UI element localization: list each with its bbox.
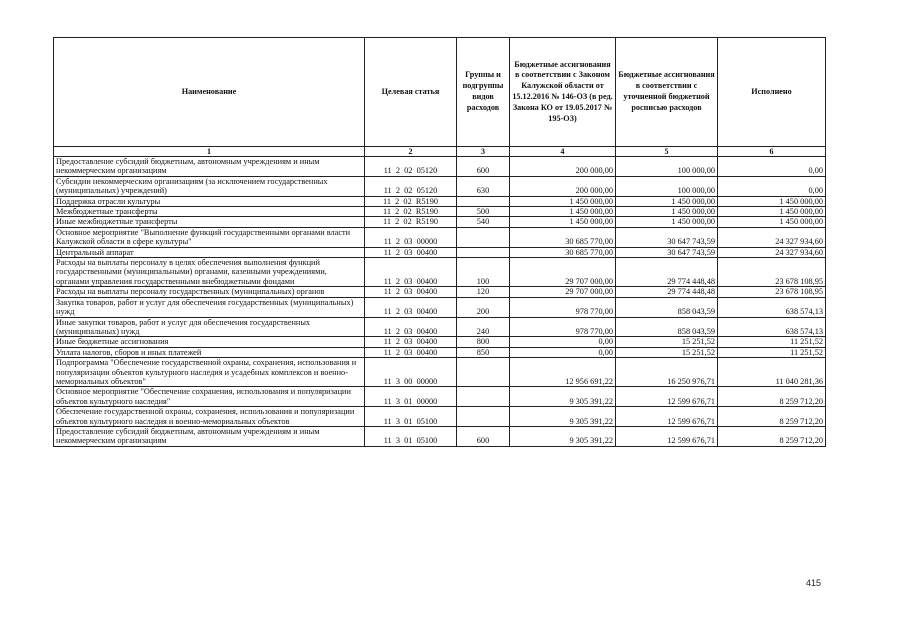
row-executed: 11 251,52 xyxy=(718,337,826,347)
budget-table xyxy=(53,37,826,447)
row-budget-law: 29 707 000,00 xyxy=(510,287,616,297)
header-expense-groups: Группы и подгруппы видов расходов xyxy=(457,38,510,147)
table-row xyxy=(54,297,826,317)
row-name: Центральный аппарат xyxy=(54,247,365,257)
row-name: Основное мероприятие "Выполнение функций государственными органами власти Калужской области в сфере культуры" xyxy=(54,227,365,247)
row-target-article: 11 2 03 00000 xyxy=(365,227,457,247)
table-row xyxy=(54,196,826,206)
column-number-row xyxy=(54,147,826,157)
column-number: 2 xyxy=(365,147,457,157)
row-name: Предоставление субсидий бюджетным, автономным учреждениям и иным некоммерческим организациям xyxy=(54,157,365,177)
header-budget-refined: Бюджетные ассигнования в соответствии с уточненной бюджетной росписью расходов xyxy=(616,38,718,147)
row-executed: 8 259 712,20 xyxy=(718,407,826,427)
row-executed: 24 327 934,60 xyxy=(718,247,826,257)
table-row xyxy=(54,157,826,177)
header-executed: Исполнено xyxy=(718,38,826,147)
row-executed: 1 450 000,00 xyxy=(718,196,826,206)
row-executed: 0,00 xyxy=(718,176,826,196)
row-budget-refined: 29 774 448,48 xyxy=(616,258,718,287)
row-budget-refined: 12 599 676,71 xyxy=(616,426,718,446)
row-target-article: 11 2 03 00400 xyxy=(365,347,457,357)
row-target-article: 11 2 03 00400 xyxy=(365,337,457,347)
row-name: Уплата налогов, сборов и иных платежей xyxy=(54,347,365,357)
table-row xyxy=(54,337,826,347)
row-expense-group xyxy=(457,227,510,247)
header-row xyxy=(54,38,826,147)
column-number: 4 xyxy=(510,147,616,157)
row-expense-group: 800 xyxy=(457,337,510,347)
table-row xyxy=(54,358,826,387)
table-row xyxy=(54,387,826,407)
row-budget-refined: 1 450 000,00 xyxy=(616,196,718,206)
table-row xyxy=(54,258,826,287)
row-expense-group xyxy=(457,196,510,206)
row-budget-refined: 30 647 743,59 xyxy=(616,247,718,257)
row-expense-group: 600 xyxy=(457,426,510,446)
row-budget-law: 1 450 000,00 xyxy=(510,207,616,217)
row-target-article: 11 3 00 00000 xyxy=(365,358,457,387)
table-row xyxy=(54,407,826,427)
column-number: 3 xyxy=(457,147,510,157)
row-budget-law: 30 685 770,00 xyxy=(510,227,616,247)
row-expense-group: 100 xyxy=(457,258,510,287)
row-budget-refined: 30 647 743,59 xyxy=(616,227,718,247)
row-executed: 638 574,13 xyxy=(718,297,826,317)
row-budget-law: 9 305 391,22 xyxy=(510,407,616,427)
row-budget-refined: 15 251,52 xyxy=(616,347,718,357)
table-row xyxy=(54,287,826,297)
table-row xyxy=(54,426,826,446)
row-target-article: 11 3 01 05100 xyxy=(365,426,457,446)
row-budget-law: 9 305 391,22 xyxy=(510,426,616,446)
row-expense-group: 240 xyxy=(457,317,510,337)
row-target-article: 11 2 02 05120 xyxy=(365,176,457,196)
row-name: Субсидии некоммерческим организациям (за исключением государственных (муниципальных) учреждений) xyxy=(54,176,365,196)
row-expense-group xyxy=(457,407,510,427)
row-executed: 11 040 281,36 xyxy=(718,358,826,387)
row-name: Межбюджетные трансферты xyxy=(54,207,365,217)
row-target-article: 11 2 02 R5190 xyxy=(365,217,457,227)
row-budget-law: 30 685 770,00 xyxy=(510,247,616,257)
row-budget-law: 29 707 000,00 xyxy=(510,258,616,287)
table-row xyxy=(54,247,826,257)
row-budget-refined: 100 000,00 xyxy=(616,157,718,177)
header-budget-law: Бюджетные ассигнования в соответствии с Законом Калужской области от 15.12.2016 № 146-ОЗ (в ред. Закона КО от 19.05.2017 № 195-ОЗ) xyxy=(510,38,616,147)
row-executed: 0,00 xyxy=(718,157,826,177)
row-budget-law: 9 305 391,22 xyxy=(510,387,616,407)
row-name: Предоставление субсидий бюджетным, автономным учреждениям и иным некоммерческим организациям xyxy=(54,426,365,446)
row-target-article: 11 2 02 05120 xyxy=(365,157,457,177)
row-budget-refined: 29 774 448,48 xyxy=(616,287,718,297)
row-executed: 24 327 934,60 xyxy=(718,227,826,247)
row-target-article: 11 2 03 00400 xyxy=(365,247,457,257)
row-target-article: 11 2 02 R5190 xyxy=(365,196,457,206)
header-target-article: Целевая статья xyxy=(365,38,457,147)
row-name: Иные закупки товаров, работ и услуг для обеспечения государственных (муниципальных) нужд xyxy=(54,317,365,337)
row-executed: 23 678 108,95 xyxy=(718,287,826,297)
row-executed: 638 574,13 xyxy=(718,317,826,337)
header-name: Наименование xyxy=(54,38,365,147)
row-executed: 8 259 712,20 xyxy=(718,387,826,407)
row-name: Основное мероприятие "Обеспечение сохранения, использования и популяризации объектов культурного наследия" xyxy=(54,387,365,407)
row-budget-law: 978 770,00 xyxy=(510,297,616,317)
row-budget-refined: 15 251,52 xyxy=(616,337,718,347)
row-expense-group: 120 xyxy=(457,287,510,297)
row-budget-law: 200 000,00 xyxy=(510,176,616,196)
row-name: Иные межбюджетные трансферты xyxy=(54,217,365,227)
row-executed: 1 450 000,00 xyxy=(718,207,826,217)
row-name: Поддержка отрасли культуры xyxy=(54,196,365,206)
row-name: Иные бюджетные ассигнования xyxy=(54,337,365,347)
row-budget-law: 0,00 xyxy=(510,337,616,347)
row-target-article: 11 2 02 R5190 xyxy=(365,207,457,217)
row-expense-group: 500 xyxy=(457,207,510,217)
row-expense-group: 600 xyxy=(457,157,510,177)
row-expense-group: 540 xyxy=(457,217,510,227)
row-expense-group xyxy=(457,358,510,387)
row-target-article: 11 2 03 00400 xyxy=(365,317,457,337)
row-budget-refined: 858 043,59 xyxy=(616,297,718,317)
row-expense-group xyxy=(457,247,510,257)
row-budget-refined: 1 450 000,00 xyxy=(616,207,718,217)
row-budget-refined: 12 599 676,71 xyxy=(616,387,718,407)
row-expense-group: 200 xyxy=(457,297,510,317)
row-budget-law: 12 956 691,22 xyxy=(510,358,616,387)
row-executed: 11 251,52 xyxy=(718,347,826,357)
row-budget-law: 1 450 000,00 xyxy=(510,196,616,206)
row-target-article: 11 3 01 05100 xyxy=(365,407,457,427)
row-target-article: 11 3 01 00000 xyxy=(365,387,457,407)
row-name: Обеспечение государственной охраны, сохранения, использования и популяризации объектов культурного наследия и военно-мемориальных объектов xyxy=(54,407,365,427)
row-name: Расходы на выплаты персоналу в целях обеспечения выполнения функций государственными (муниципальными) органами, казенными учреждениями, органами управления государственными внебюджетными фондами xyxy=(54,258,365,287)
table-row xyxy=(54,227,826,247)
row-target-article: 11 2 03 00400 xyxy=(365,258,457,287)
row-expense-group xyxy=(457,387,510,407)
table-body xyxy=(54,157,826,447)
table-row xyxy=(54,207,826,217)
row-executed: 23 678 108,95 xyxy=(718,258,826,287)
row-budget-refined: 1 450 000,00 xyxy=(616,217,718,227)
row-expense-group: 850 xyxy=(457,347,510,357)
row-target-article: 11 2 03 00400 xyxy=(365,297,457,317)
row-budget-law: 978 770,00 xyxy=(510,317,616,337)
row-name: Подпрограмма "Обеспечение государственной охраны, сохранения, использования и популяризации объектов культурного наследия и усадебных комплексов и военно-мемориальных объектов" xyxy=(54,358,365,387)
column-number: 5 xyxy=(616,147,718,157)
row-budget-refined: 12 599 676,71 xyxy=(616,407,718,427)
row-expense-group: 630 xyxy=(457,176,510,196)
row-budget-refined: 858 043,59 xyxy=(616,317,718,337)
table-row xyxy=(54,217,826,227)
row-target-article: 11 2 03 00400 xyxy=(365,287,457,297)
row-budget-law: 1 450 000,00 xyxy=(510,217,616,227)
page-number: 415 xyxy=(806,578,822,588)
row-name: Расходы на выплаты персоналу государственных (муниципальных) органов xyxy=(54,287,365,297)
column-number: 1 xyxy=(54,147,365,157)
table-row xyxy=(54,347,826,357)
row-executed: 1 450 000,00 xyxy=(718,217,826,227)
row-name: Закупка товаров, работ и услуг для обеспечения государственных (муниципальных) нужд xyxy=(54,297,365,317)
table-row xyxy=(54,317,826,337)
row-budget-law: 200 000,00 xyxy=(510,157,616,177)
row-budget-law: 0,00 xyxy=(510,347,616,357)
table-row xyxy=(54,176,826,196)
row-executed: 8 259 712,20 xyxy=(718,426,826,446)
row-budget-refined: 100 000,00 xyxy=(616,176,718,196)
row-budget-refined: 16 250 976,71 xyxy=(616,358,718,387)
column-number: 6 xyxy=(718,147,826,157)
